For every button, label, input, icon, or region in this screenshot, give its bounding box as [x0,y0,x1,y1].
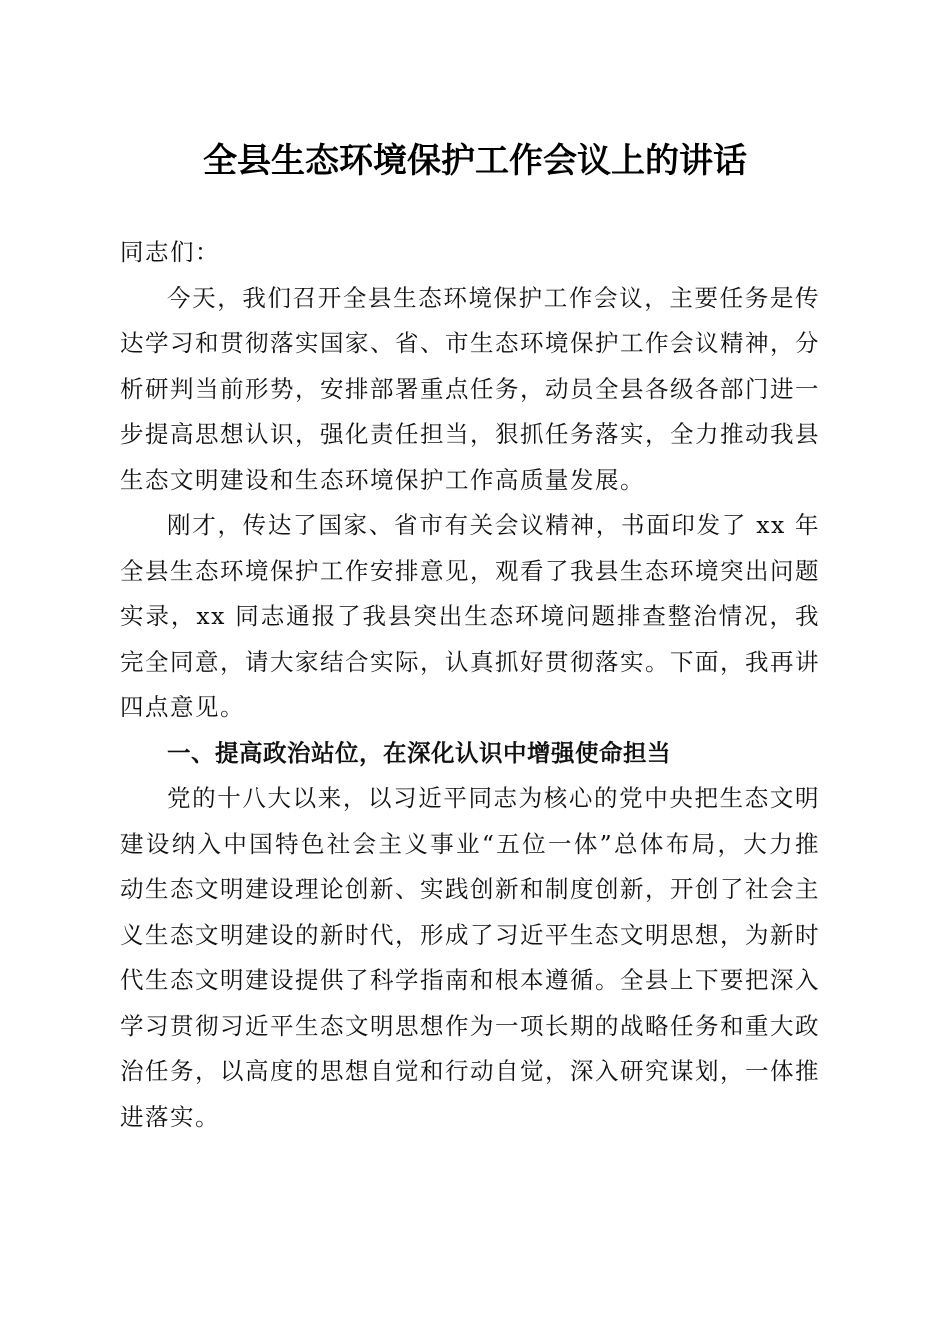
paragraph-agenda: 刚才，传达了国家、省市有关会议精神，书面印发了 xx 年全县生态环境保护工作安排意见，观看了我县生态环境突出问题实录，xx 同志通报了我县突出生态环境问题排查整治情况，我完全同意，请大家结合实际，认真抓好贯彻落实。下面，我再讲四点意见。 [120,511,820,721]
section-heading-1: 一、提高政治站位，在深化认识中增强使命担当 [167,738,671,767]
salutation: 同志们： [120,238,220,266]
paragraph-opening: 今天，我们召开全县生态环境保护工作会议，主要任务是传达学习和贯彻落实国家、省、市生态环境保护工作会议精神，分析研判当前形势，安排部署重点任务，动员全县各级各部门进一步提高思想认识，强化责任担当，狠抓任务落实，全力推动我县生态文明建设和生态环境保护工作高质量发展。 [120,283,820,494]
document-body [120,230,820,1140]
paragraph-section-1: 党的十八大以来，以习近平同志为核心的党中央把生态文明建设纳入中国特色社会主义事业“五位一体”总体布局，大力推动生态文明建设理论创新、实践创新和制度创新，开创了社会主义生态文明建设的新时代，形成了习近平生态文明思想，为新时代生态文明建设提供了科学指南和根本遵循。全县上下要把深入学习贯彻习近平生态文明思想作为一项长期的战略任务和重大政治任务，以高度的思想自觉和行动自觉，深入研究谋划，一体推进落实。 [120,784,820,1131]
document-title: 全县生态环境保护工作会议上的讲话 [203,141,747,181]
